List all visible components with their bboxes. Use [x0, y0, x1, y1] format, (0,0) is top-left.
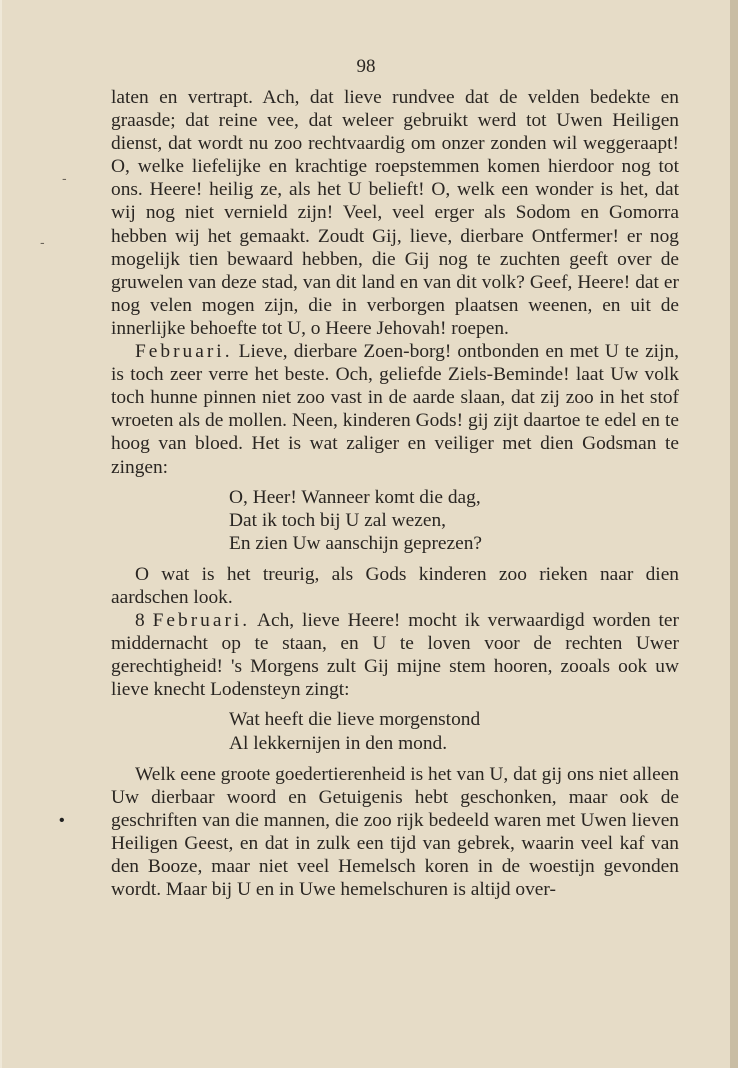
paragraph-4-text: Ach, lieve Heere! mocht ik verwaardigd worden ter middernacht op te staan, en U te loven voor de rechten Uwer gerechtigheid! 's Morgens zult Gij mijne stem hooren, zooals ook uw lieve knecht Lodensteyn zingt: [111, 610, 679, 701]
paragraph-1: laten en vertrapt. Ach, dat lieve rundvee dat de velden bedekte en graasde; dat reine vee, dat weleer gebruikt werd tot Uwen Heiligen dienst, dat wordt nu zoo rechtvaardig om onzer zonden wil weggeraapt! O, welke liefelijke en krachtige roepstemmen komen hierdoor nog tot ons. Heere! heilig ze, als het U belieft! O, welk een wonder is het, dat wij nog niet vernield zijn! Veel, veel erger als Sodom en Gomorra hebben wij het gemaakt. Zoudt Gij, lieve, dierbare Ontfermer! er nog mogelijk tien bewaard hebben, die Gij nog te zuchten geeft over de gruwelen van deze stad, van dit land en van dit volk? Geef, Heere! dat er nog velen mogen zijn, die in verborgen plaatsen weenen, en uit de innerlijke behoefte tot U, o Heere Jehovah! roepen. [111, 87, 679, 339]
poem-stanza-1 [229, 486, 679, 555]
paragraph-2 [111, 340, 679, 479]
poem-line: Al lekkernijen in den mond. [229, 732, 448, 754]
date-day: 8 [135, 610, 153, 632]
margin-mark: - [62, 170, 67, 186]
paragraph-2-text: Lieve, dierbare Zoen-borg! ontbonden en met U te zijn, is toch zeer verre het beste. Och, geliefde Ziels-Beminde! laat Uw volk toch hunne pinnen niet zoo vast in de aarde slaan, dat zij zoo in het stof wroeten als de mollen. Neen, kinderen Gods! gij zijt daartoe te edel en te hoog van bloed. Het is wat zaliger en veiliger met dien Godsman te zingen: [111, 341, 679, 478]
paragraph-5: Welk eene groote goedertierenheid is het van U, dat gij ons niet alleen Uw dierbaar woord en Getuigenis hebt geschonken, maar ook de geschriften van die mannen, die zoo rijk bedeeld waren met Uwen lieven Heiligen Geest, en dat in zulk een tijd van gebrek, waarin veel kaf van den Booze, maar niet veel Hemelsch koren in de woestijn gevonden wordt. Maar bij U en in Uwe hemelschuren is altijd over- [111, 763, 679, 901]
poem-stanza-2 [229, 708, 679, 754]
paragraph-4 [111, 609, 679, 701]
poem-line: En zien Uw aanschijn geprezen? [229, 532, 483, 554]
poem-line: O, Heer! Wanneer komt die dag, [229, 486, 481, 508]
page-body [111, 86, 679, 901]
date-februari: Februari. [152, 610, 251, 632]
margin-mark: • [59, 812, 65, 829]
date-februari: Februari. [135, 341, 233, 363]
poem-line: Dat ik toch bij U zal wezen, [229, 509, 446, 531]
poem-line: Wat heeft die lieve morgenstond [229, 709, 481, 731]
paragraph-3: O wat is het treurig, als Gods kinderen zoo rieken naar dien aardschen look. [111, 563, 679, 608]
margin-mark: - [40, 234, 45, 250]
page-number: 98 [356, 56, 376, 77]
